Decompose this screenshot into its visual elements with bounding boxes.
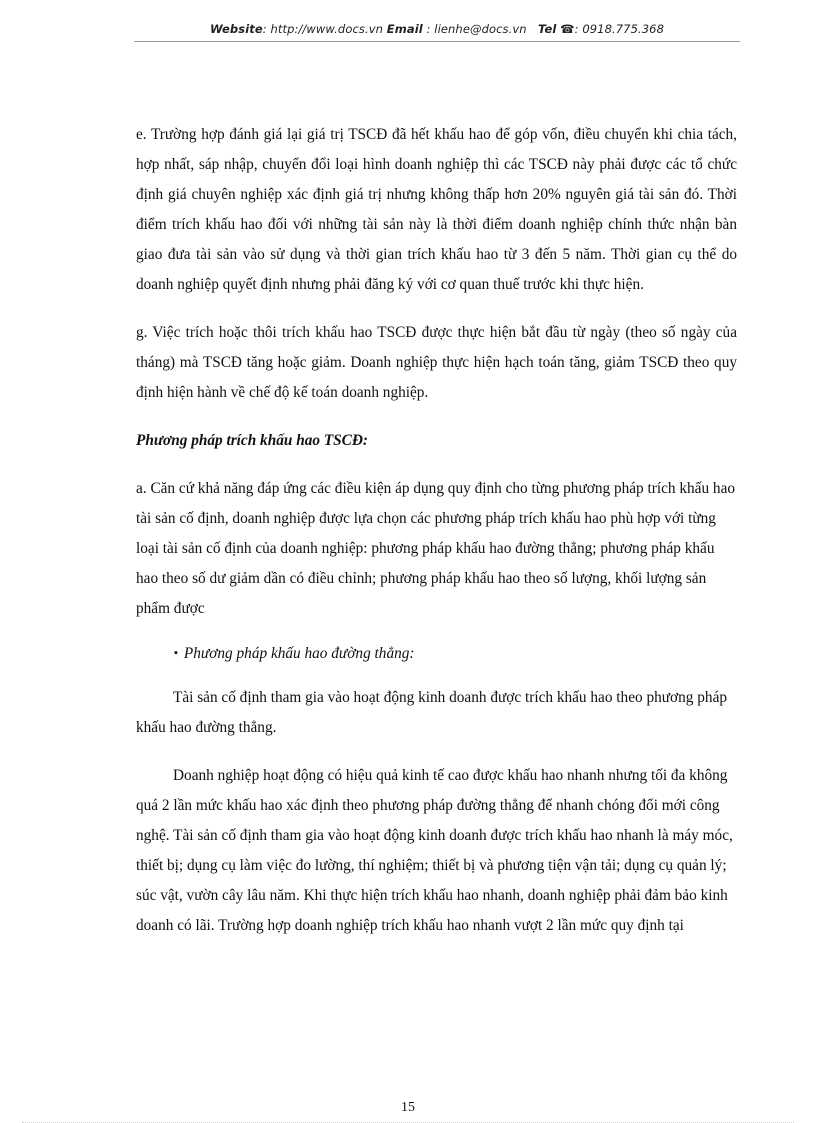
page-header [134, 22, 740, 36]
email-value[interactable]: : lienhe@docs.vn [426, 22, 527, 36]
phone-icon: ☎ [560, 22, 575, 36]
website-value[interactable]: : http://www.docs.vn [262, 22, 384, 36]
bullet-square-icon: ▪ [174, 647, 178, 659]
page-number: 15 [401, 1100, 415, 1115]
email-label: Email [386, 22, 423, 36]
website-label: Website [209, 22, 263, 36]
paragraph-g: g. Việc trích hoặc thôi trích khấu hao TSCĐ được thực hiện bắt đầu từ ngày (theo số ngày của tháng) mà TSCĐ tăng hoặc giảm. Doanh nghiệp thực hiện hạch toán tăng, giảm TSCĐ theo quy định hiện hành về chế độ kế toán doanh nghiệp. [136, 324, 737, 401]
header-divider [134, 41, 740, 42]
section-title: Phương pháp trích khấu hao TSCĐ: [136, 432, 369, 449]
bullet-title: Phương pháp khấu hao đường thẳng: [183, 645, 415, 662]
tel-label: Tel [537, 22, 557, 36]
paragraph-straight-line: Tài sản cố định tham gia vào hoạt động kinh doanh được trích khấu hao theo phương pháp khấu hao đường thẳng. [136, 689, 728, 736]
bullet-item [174, 638, 737, 669]
paragraph-accelerated: Doanh nghiệp hoạt động có hiệu quả kinh tế cao được khấu hao nhanh nhưng tối đa không quá 2 lần mức khấu hao xác định theo phương pháp đường thẳng để nhanh chóng đổi mới công nghệ. Tài sản cố định tham gia vào hoạt động kinh doanh được trích khấu hao nhanh là máy móc, thiết bị; dụng cụ làm việc đo lường, thí nghiệm; thiết bị và phương tiện vận tải; dụng cụ quản lý; súc vật, vườn cây lâu năm. Khi thực hiện trích khấu hao nhanh, doanh nghiệp phải đảm bảo kinh doanh có lãi. Trường hợp doanh nghiệp trích khấu hao nhanh vượt 2 lần mức quy định tại [136, 767, 733, 934]
paragraph-a: a. Căn cứ khả năng đáp ứng các điều kiện áp dụng quy định cho từng phương pháp trích khấu hao tài sản cố định, doanh nghiệp được lựa chọn các phương pháp trích khấu hao phù hợp với từng loại tài sản cố định của doanh nghiệp: phương pháp khấu hao đường thẳng; phương pháp khấu hao theo số dư giảm dần có điều chỉnh; phương pháp khấu hao theo số lượng, khối lượng sản phẩm được [136, 480, 736, 617]
tel-value: : 0918.775.368 [574, 22, 665, 36]
paragraph-e: e. Trường hợp đánh giá lại giá trị TSCĐ đã hết khấu hao để góp vốn, điều chuyển khi chia tách, hợp nhất, sáp nhập, chuyển đổi loại hình doanh nghiệp thì các TSCĐ này phải được các tổ chức định giá chuyên nghiệp xác định giá trị nhưng không thấp hơn 20% nguyên giá tài sản đó. Thời điểm trích khấu hao đối với những tài sản này là thời điểm doanh nghiệp chính thức nhận bàn giao đưa tài sản vào sử dụng và thời gian trích khấu hao từ 3 đến 5 năm. Thời gian cụ thể do doanh nghiệp quyết định nhưng phải đăng ký với cơ quan thuế trước khi thực hiện. [136, 126, 737, 293]
document-body [136, 120, 737, 941]
